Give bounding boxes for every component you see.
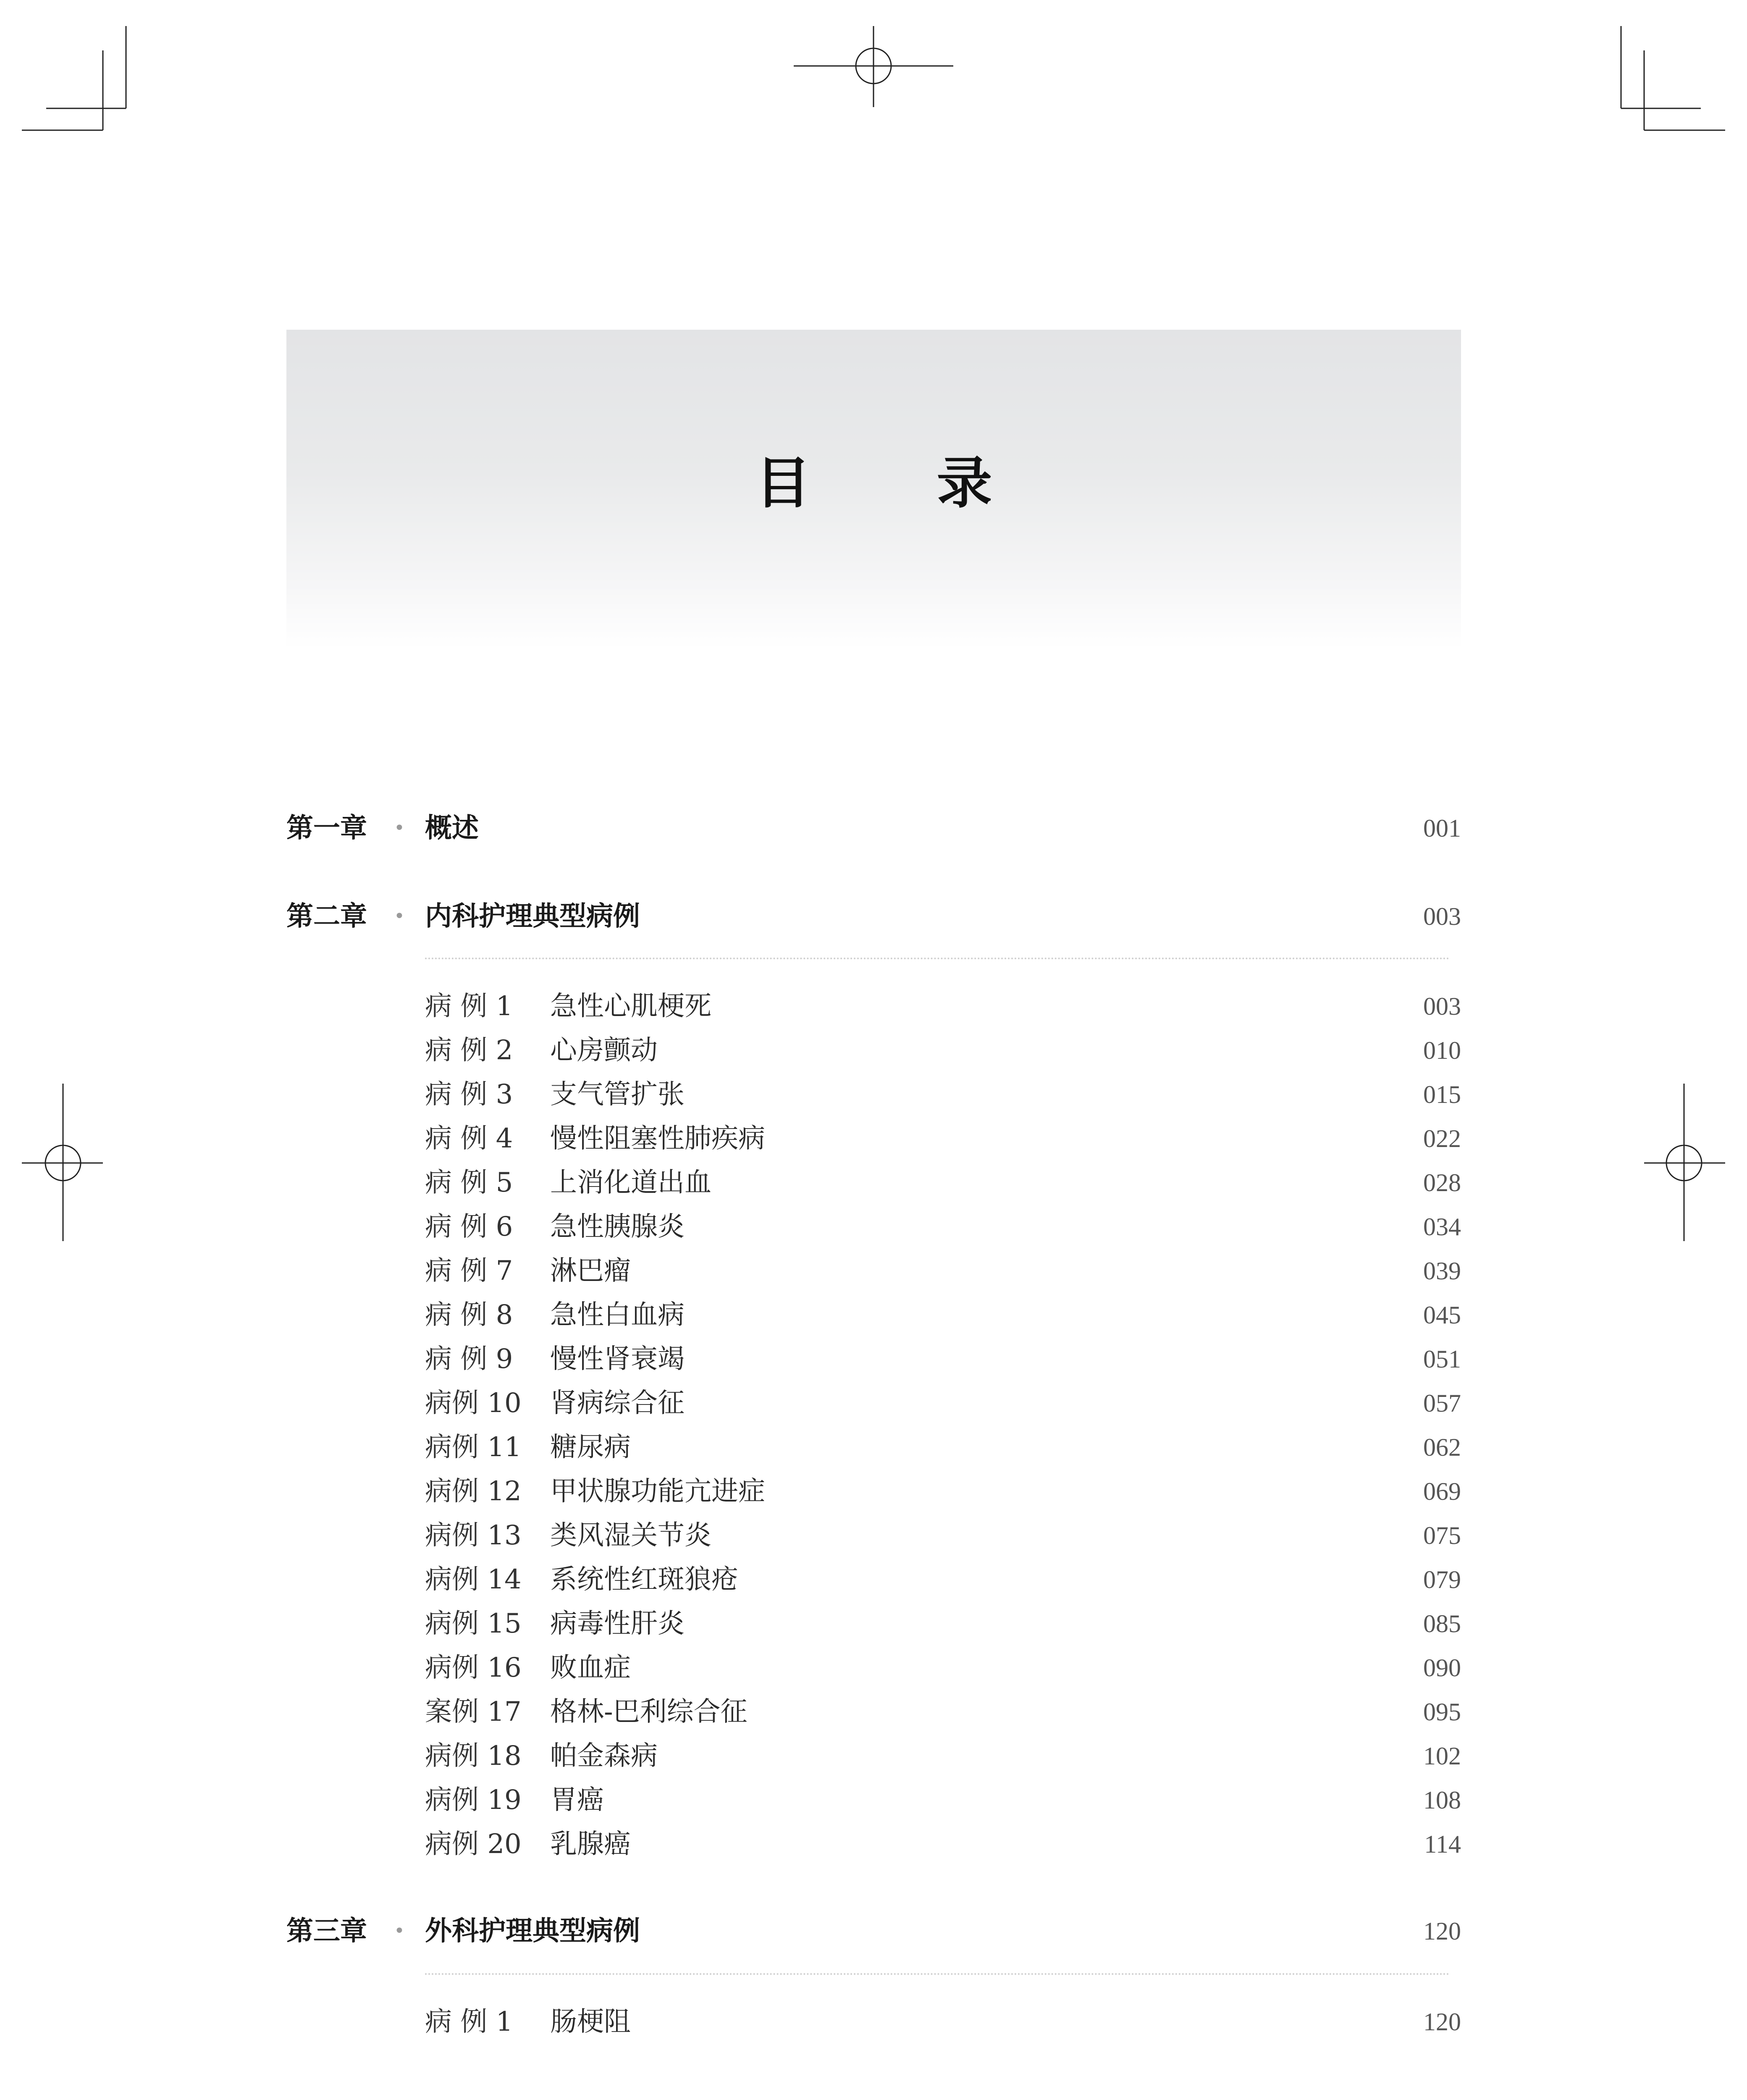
page-number: 034 (1423, 1213, 1461, 1241)
page-number: 079 (1423, 1566, 1461, 1593)
case-title: 胃癌 (550, 1785, 604, 1816)
page-number: 057 (1423, 1389, 1461, 1417)
case-label: 病例 12 (425, 1476, 522, 1507)
case-label: 病 例 5 (425, 1167, 513, 1198)
bullet-icon: • (394, 906, 405, 927)
toc-entry[interactable] (425, 1470, 1461, 1514)
case-title: 急性白血病 (550, 1299, 685, 1331)
dotted-divider (425, 958, 1450, 959)
chapter-2-case-list (425, 984, 1461, 1866)
toc-entry[interactable] (425, 1117, 1461, 1161)
toc-entry[interactable] (425, 1734, 1461, 1778)
toc-entry[interactable] (425, 1822, 1461, 1866)
toc-chapter-3[interactable] (286, 1914, 1461, 1948)
case-title: 支气管扩张 (550, 1079, 685, 1110)
page-number: 039 (1423, 1257, 1461, 1285)
case-title: 肾病综合征 (550, 1388, 685, 1419)
toc-entry[interactable] (425, 1249, 1461, 1293)
case-title: 乳腺癌 (550, 1829, 631, 1860)
page-number: 003 (1423, 903, 1461, 930)
toc-entry[interactable] (425, 1293, 1461, 1337)
case-title: 败血症 (550, 1652, 631, 1683)
toc-entry[interactable] (425, 1514, 1461, 1558)
page-number: 120 (1423, 1917, 1461, 1945)
case-title: 系统性红斑狼疮 (550, 1564, 738, 1595)
toc-entry[interactable] (425, 984, 1461, 1029)
page-number: 120 (1423, 2008, 1461, 2036)
case-title: 糖尿病 (550, 1432, 631, 1463)
page-number: 015 (1423, 1081, 1461, 1108)
bullet-icon: • (394, 1920, 405, 1942)
toc-entry[interactable] (425, 1073, 1461, 1117)
toc-entry[interactable] (425, 1161, 1461, 1205)
case-title: 格林-巴利综合征 (550, 1696, 748, 1727)
case-title: 甲状腺功能亢进症 (550, 1476, 765, 1507)
toc-entry[interactable] (425, 1602, 1461, 1646)
page-number: 001 (1423, 814, 1461, 842)
chapter-title: 概述 (425, 813, 479, 844)
case-label: 病例 10 (425, 1388, 522, 1419)
case-label: 病例 14 (425, 1564, 522, 1595)
case-label: 病 例 3 (425, 1079, 513, 1110)
case-title: 肠梗阻 (550, 2006, 631, 2037)
case-label: 病 例 1 (425, 991, 513, 1022)
page-number: 003 (1423, 992, 1461, 1020)
page-number: 022 (1423, 1125, 1461, 1152)
page-number: 095 (1423, 1698, 1461, 1726)
case-label: 病 例 4 (425, 1123, 513, 1154)
toc-chapter-2[interactable] (286, 900, 1461, 933)
page-number: 010 (1423, 1037, 1461, 1064)
case-label: 病 例 6 (425, 1211, 513, 1242)
case-label: 病例 16 (425, 1652, 522, 1683)
case-title: 慢性阻塞性肺疾病 (550, 1123, 765, 1154)
case-label: 病例 15 (425, 1608, 522, 1639)
case-label: 案例 17 (425, 1696, 522, 1727)
page-number: 051 (1423, 1345, 1461, 1373)
toc-entry[interactable] (425, 1205, 1461, 1249)
case-label: 病 例 1 (425, 2006, 513, 2037)
toc-header-band (286, 330, 1461, 649)
case-label: 病例 18 (425, 1740, 522, 1772)
toc-entry[interactable] (425, 1778, 1461, 1822)
case-label: 病 例 8 (425, 1299, 513, 1331)
chapter-title: 外科护理典型病例 (425, 1916, 640, 1947)
toc-entry[interactable] (425, 1558, 1461, 1602)
chapter-label: 第一章 (286, 813, 367, 844)
bullet-icon: • (394, 817, 405, 839)
page-number: 085 (1423, 1610, 1461, 1638)
case-label: 病 例 2 (425, 1035, 513, 1066)
page-number: 108 (1423, 1786, 1461, 1814)
toc-entry[interactable] (425, 1425, 1461, 1470)
toc-entry[interactable] (425, 2000, 1461, 2044)
toc-entry[interactable] (425, 1690, 1461, 1734)
case-label: 病例 11 (425, 1432, 522, 1463)
chapter-title: 内科护理典型病例 (425, 901, 640, 932)
case-label: 病 例 7 (425, 1255, 513, 1286)
case-title: 帕金森病 (550, 1740, 658, 1772)
case-title: 慢性肾衰竭 (550, 1344, 685, 1375)
case-title: 病毒性肝炎 (550, 1608, 685, 1639)
page-number: 045 (1423, 1301, 1461, 1329)
case-label: 病例 13 (425, 1520, 522, 1551)
case-title: 淋巴瘤 (550, 1255, 631, 1286)
toc-entry[interactable] (425, 1337, 1461, 1381)
case-title: 急性心肌梗死 (550, 991, 711, 1022)
case-title: 急性胰腺炎 (550, 1211, 685, 1242)
toc-chapter-1[interactable] (286, 811, 1461, 845)
dotted-divider (425, 1973, 1450, 1975)
page-number: 114 (1424, 1830, 1461, 1858)
case-title: 心房颤动 (550, 1035, 658, 1066)
case-label: 病例 19 (425, 1785, 522, 1816)
case-label: 病 例 9 (425, 1344, 513, 1375)
page-number: 062 (1423, 1433, 1461, 1461)
page-number: 090 (1423, 1654, 1461, 1682)
page-number: 028 (1423, 1169, 1461, 1197)
case-label: 病例 20 (425, 1829, 522, 1860)
page-number: 075 (1423, 1522, 1461, 1549)
chapter-label: 第二章 (286, 901, 367, 932)
page-number: 102 (1423, 1742, 1461, 1770)
toc-entry[interactable] (425, 1646, 1461, 1690)
toc-title: 目录 (755, 451, 1118, 516)
case-title: 类风湿关节炎 (550, 1520, 711, 1551)
chapter-label: 第三章 (286, 1916, 367, 1947)
chapter-3-case-list (425, 2000, 1461, 2044)
case-title: 上消化道出血 (550, 1167, 711, 1198)
toc-entry[interactable] (425, 1381, 1461, 1425)
toc-entry[interactable] (425, 1029, 1461, 1073)
page-number: 069 (1423, 1478, 1461, 1505)
